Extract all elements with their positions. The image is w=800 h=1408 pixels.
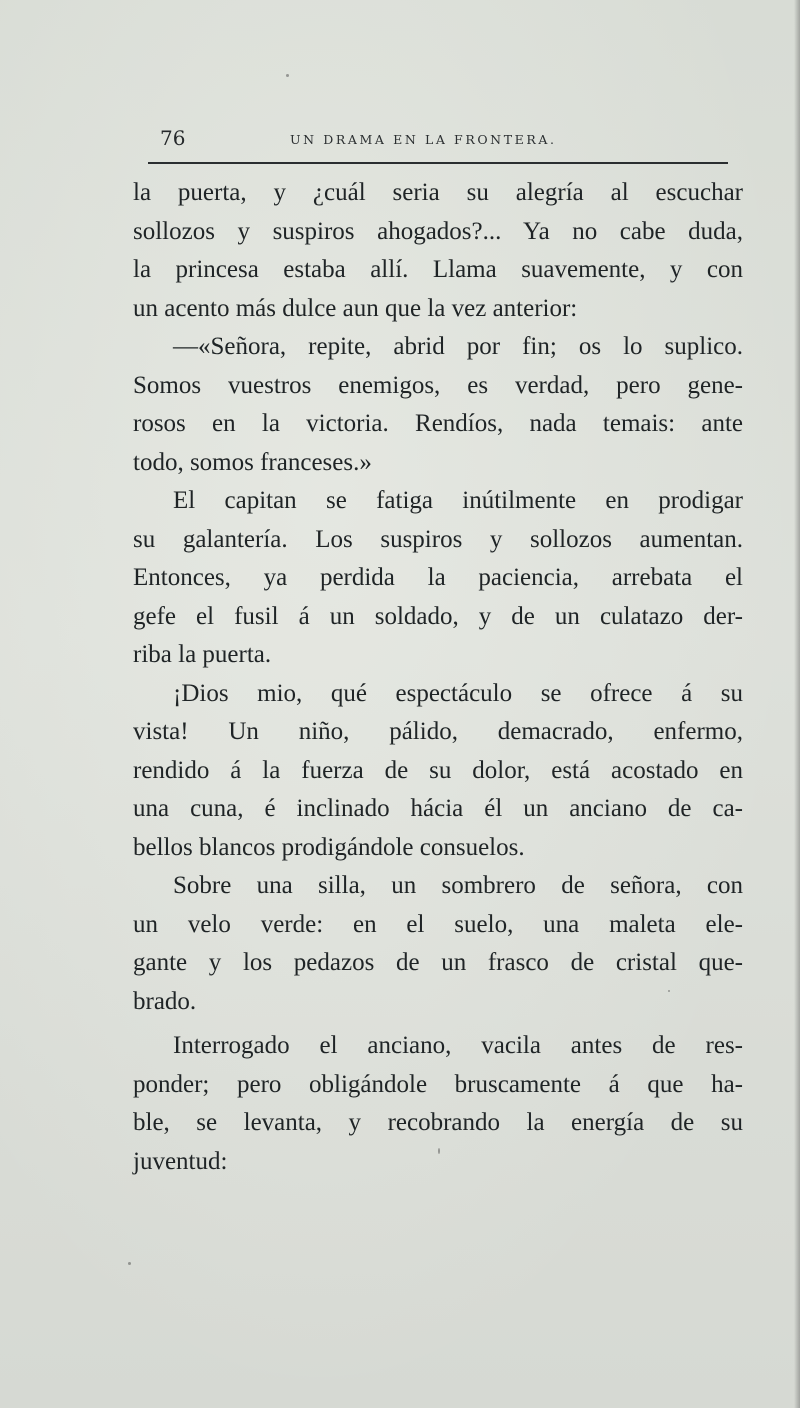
text-line: un velo verde: en el suelo, una maleta ele- (133, 910, 743, 938)
text-line: ¡Dios mio, qué espectáculo se ofrece á su (173, 679, 743, 707)
paper-speck (128, 1262, 131, 1265)
page-edge-shadow (794, 0, 800, 1408)
text-line: Entonces, ya perdida la paciencia, arrebata el (133, 564, 743, 591)
text-line: vista! Un niño, pálido, demacrado, enfermo, (133, 718, 743, 745)
text-line: Sobre una silla, un sombrero de señora, con (173, 872, 743, 899)
text-line: rendido á la fuerza de su dolor, está acostado en (133, 756, 743, 784)
text-line: —«Señora, repite, abrid por fin; os lo suplico. (173, 333, 743, 360)
text-line: gante y los pedazos de un frasco de cristal que- (133, 949, 743, 976)
running-title: UN DRAMA EN LA FRONTERA. (290, 132, 557, 147)
text-line: sollozos y suspiros ahogados?... Ya no cabe duda, (133, 217, 743, 245)
text-line: la princesa estaba allí. Llama suavemente, y con (133, 256, 743, 283)
paper-speck (668, 990, 670, 992)
header-rule (148, 162, 728, 164)
page-number: 76 (160, 126, 186, 150)
text-line: Interrogado el anciano, vacila antes de res- (173, 1032, 743, 1059)
paper-speck (438, 1148, 440, 1154)
text-line: la puerta, y ¿cuál seria su alegría al escuchar (133, 179, 743, 206)
text-line: un acento más dulce aun que la vez anterior: (133, 294, 578, 322)
text-line: riba la puerta. (133, 641, 272, 668)
page-header (160, 120, 740, 160)
text-line: rosos en la victoria. Rendíos, nada temais: ante (133, 410, 743, 437)
text-line: El capitan se fatiga inútilmente en prodigar (173, 487, 743, 514)
text-line: juventud: (133, 1147, 228, 1175)
paper-speck (286, 74, 289, 77)
text-line: su galantería. Los suspiros y sollozos aumentan. (133, 525, 743, 553)
text-line: Somos vuestros enemigos, es verdad, pero gene- (133, 371, 743, 399)
text-line: ponder; pero obligándole bruscamente á que ha- (133, 1070, 743, 1098)
text-line: brado. (133, 987, 197, 1015)
text-line: ble, se levanta, y recobrando la energía de su (133, 1109, 743, 1136)
text-line: gefe el fusil á un soldado, y de un culatazo der- (133, 602, 743, 630)
text-line: una cuna, é inclinado hácia él un anciano de ca- (133, 795, 743, 822)
text-line: todo, somos franceses.» (133, 448, 372, 476)
text-line: bellos blancos prodigándole consuelos. (133, 833, 525, 861)
body-text (133, 174, 743, 1181)
